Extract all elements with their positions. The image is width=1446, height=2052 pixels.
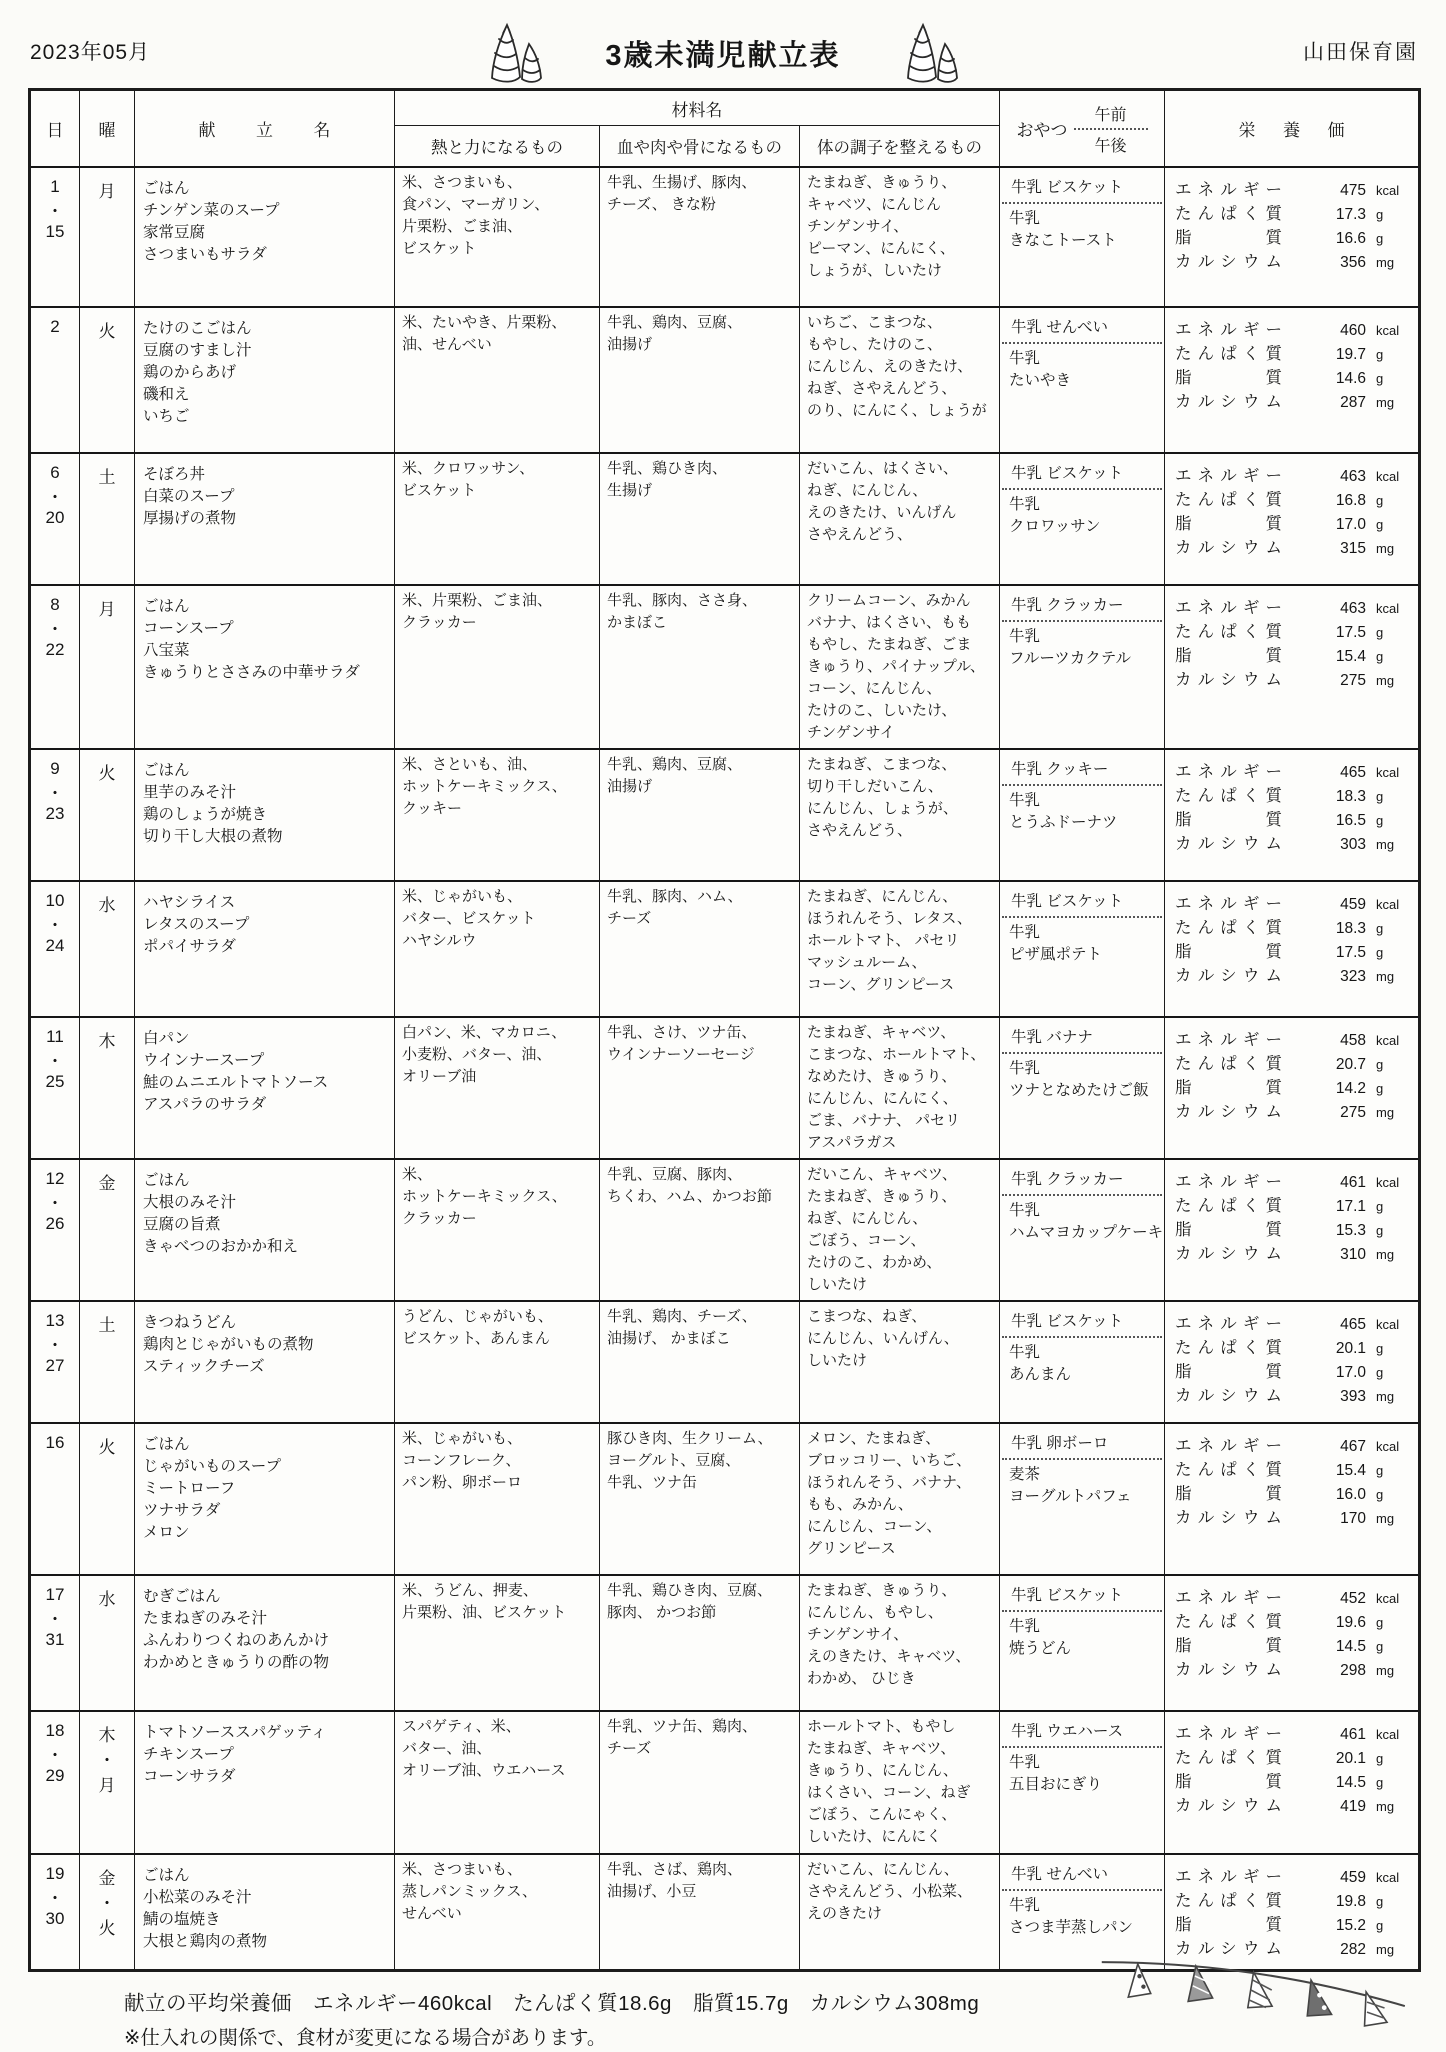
snack-pm: 麦茶 ヨーグルトパフェ (1009, 1466, 1132, 1505)
bamboo-shoot-icon (483, 22, 547, 84)
energy-foods-cell: 米、さつまいも、 食パン、マーガリン、 片栗粉、ごま油、 ビスケット (402, 174, 550, 257)
condition-foods-cell: たまねぎ、キャベツ、 こまつな、ホールトマト、 なめたけ、きゅうり、 にんじん、にんにく、 ごま、バナナ、 パセリ アスパラガス (807, 1024, 986, 1151)
blood-foods-cell: 牛乳、鶏肉、豆腐、 油揚げ (607, 314, 743, 353)
menu-cell: 白パン ウインナースープ 鮭のムニエルトマトソース アスパラのサラダ (143, 1030, 329, 1113)
ingredient-change-note: ※仕入れの関係で、食材が変更になる場合があります。 (124, 2027, 607, 2049)
nutrition-energy: エネルギー 467 kcal (1175, 1437, 1400, 1455)
snack-pm: 牛乳 さつま芋蒸しパン (1009, 1897, 1134, 1936)
col-header-weekday: 曜 (80, 90, 135, 168)
energy-foods-cell: 米、片栗粉、ごま油、 クラッカー (402, 592, 553, 631)
snack-label: おやつ (1016, 121, 1068, 140)
snack-am: 牛乳 ビスケット (1002, 882, 1162, 918)
weekday-cell: 木 (98, 1032, 116, 1051)
nutrition-calcium: カルシウム 356 mg (1175, 253, 1395, 271)
snack-am: 牛乳 クラッカー (1002, 586, 1162, 622)
energy-foods-cell: 米、さといも、油、 ホットケーキミックス、 クッキー (402, 756, 567, 817)
snack-cell (1000, 750, 1164, 840)
snack-pm: 牛乳 クロワッサン (1009, 496, 1101, 535)
nutrition-energy: エネルギー 461 kcal (1175, 1725, 1400, 1743)
snack-am: 牛乳 バナナ (1002, 1018, 1162, 1054)
table-row (30, 1017, 1420, 1159)
nutrition-protein: たんぱく質 19.7 g (1175, 345, 1384, 363)
nutrition-cell (1165, 1576, 1418, 1690)
nutrition-protein: たんぱく質 20.1 g (1175, 1749, 1384, 1767)
snack-pm: 牛乳 ピザ風ポテト (1009, 924, 1103, 963)
col-header-nutrition: 栄養価 (1165, 90, 1420, 168)
table-header (30, 90, 1420, 168)
table-row (30, 453, 1420, 585)
col-header-menu: 献立名 (135, 90, 395, 168)
nutrition-protein: たんぱく質 19.6 g (1175, 1613, 1384, 1631)
energy-foods-cell: 米、クロワッサン、 ビスケット (402, 460, 535, 499)
nutrition-calcium: カルシウム 393 mg (1175, 1387, 1395, 1405)
snack-cell (1000, 1855, 1164, 1945)
blood-foods-cell: 牛乳、鶏ひき肉、豆腐、 豚肉、 かつお節 (607, 1582, 773, 1621)
condition-foods-cell: たまねぎ、きゅうり、 にんじん、もやし、 チンゲンサイ、 えのきたけ、キャベツ、 わかめ、 ひじき (807, 1582, 971, 1687)
snack-pm: 牛乳 あんまん (1009, 1344, 1072, 1383)
weekday-cell: 土 (98, 468, 116, 487)
nutrition-fat: 脂質 15.2 g (1175, 1916, 1384, 1934)
energy-foods-cell: スパゲティ、米、 バター、油、 オリーブ油、ウエハース (402, 1718, 566, 1779)
weekday-cell: 火 (98, 764, 116, 783)
snack-pm: 牛乳 ツナとなめたけご飯 (1009, 1060, 1149, 1099)
weekday-cell: 土 (98, 1316, 116, 1335)
menu-cell: たけのこごはん 豆腐のすまし汁 鶏のからあげ 磯和え いちご (143, 320, 252, 425)
col-header-snack (1000, 90, 1165, 168)
snack-am: 牛乳 ビスケット (1002, 1576, 1162, 1612)
blood-foods-cell: 牛乳、豆腐、豚肉、 ちくわ、ハム、かつお節 (607, 1166, 772, 1205)
blood-foods-cell: 牛乳、鶏ひき肉、 生揚げ (607, 460, 728, 499)
energy-foods-cell: 米、じゃがいも、 バター、ビスケット ハヤシルウ (402, 888, 536, 949)
day-cell: 19 ・ 30 (45, 1864, 65, 1928)
snack-cell (1000, 1160, 1164, 1250)
menu-cell: ごはん 里芋のみそ汁 鶏のしょうが焼き 切り干し大根の煮物 (143, 762, 283, 845)
nutrition-protein: たんぱく質 17.1 g (1175, 1197, 1384, 1215)
menu-cell: むぎごはん たまねぎのみそ汁 ふんわりつくねのあんかけ わかめときゅうりの酢の物 (143, 1588, 330, 1671)
nutrition-fat: 脂質 17.5 g (1175, 943, 1384, 961)
snack-pm: 牛乳 きなこトースト (1009, 210, 1117, 249)
nutrition-energy: エネルギー 452 kcal (1175, 1589, 1400, 1607)
day-cell: 10 ・ 24 (45, 891, 65, 955)
blood-foods-cell: 牛乳、鶏肉、豆腐、 油揚げ (607, 756, 743, 795)
nutrition-protein: たんぱく質 15.4 g (1175, 1461, 1384, 1479)
nutrition-energy: エネルギー 458 kcal (1175, 1031, 1400, 1049)
nutrition-cell (1165, 750, 1418, 864)
snack-pm: 牛乳 たいやき (1009, 350, 1072, 389)
snack-pm: 牛乳 とうふドーナツ (1009, 792, 1118, 831)
day-cell: 8 ・ 22 (45, 595, 65, 659)
snack-pm: 牛乳 五目おにぎり (1009, 1754, 1103, 1793)
condition-foods-cell: ホールトマト、もやし たまねぎ、キャベツ、 きゅうり、にんじん、 はくさい、コーン、ねぎ ごぼう、こんにゃく、 しいたけ、にんにく (807, 1718, 971, 1845)
day-cell: 16 (45, 1433, 65, 1452)
nutrition-fat: 脂質 17.0 g (1175, 515, 1384, 533)
table-row (30, 1575, 1420, 1711)
col-header-day: 日 (30, 90, 80, 168)
nutrition-cell (1165, 1018, 1418, 1132)
nutrition-fat: 脂質 16.5 g (1175, 811, 1384, 829)
col-header-condition-foods: 体の調子を整えるもの (800, 126, 1000, 168)
menu-cell: ごはん 大根のみそ汁 豆腐の旨煮 きゃべつのおかか和え (143, 1172, 299, 1255)
snack-pm: 牛乳 ハムマヨカップケーキ (1009, 1202, 1164, 1241)
nutrition-fat: 脂質 14.5 g (1175, 1637, 1384, 1655)
nutrition-energy: エネルギー 463 kcal (1175, 599, 1400, 617)
nutrition-cell (1165, 454, 1418, 568)
nutrition-energy: エネルギー 459 kcal (1175, 895, 1400, 913)
blood-foods-cell: 牛乳、ツナ缶、鶏肉、 チーズ (607, 1718, 758, 1757)
nutrition-cell (1165, 1855, 1418, 1969)
school-name: 山田保育園 (1303, 41, 1418, 64)
page-title: 3歳未満児献立表 (605, 39, 841, 72)
nutrition-calcium: カルシウム 323 mg (1175, 967, 1395, 985)
am-label: 午前 (1074, 102, 1148, 130)
blood-foods-cell: 牛乳、豚肉、ささ身、 かまぼこ (607, 592, 758, 631)
snack-cell (1000, 1424, 1164, 1514)
nutrition-protein: たんぱく質 17.3 g (1175, 205, 1384, 223)
average-nutrition-text: 献立の平均栄養価 エネルギー460kcal たんぱく質18.6g 脂質15.7g カルシウム308mg (124, 1992, 980, 2015)
nutrition-fat: 脂質 14.2 g (1175, 1079, 1384, 1097)
menu-cell: ごはん チンゲン菜のスープ 家常豆腐 さつまいもサラダ (143, 180, 280, 263)
condition-foods-cell: だいこん、キャベツ、 たまねぎ、きゅうり、 ねぎ、にんじん、 ごぼう、コーン、 たけのこ、わかめ、 しいたけ (807, 1166, 957, 1293)
day-cell: 9 ・ 23 (45, 759, 65, 823)
nutrition-calcium: カルシウム 282 mg (1175, 1940, 1395, 1958)
table-row (30, 1423, 1420, 1575)
snack-pm: 牛乳 焼うどん (1009, 1618, 1072, 1657)
day-cell: 11 ・ 25 (45, 1027, 65, 1091)
nutrition-calcium: カルシウム 298 mg (1175, 1661, 1395, 1679)
energy-foods-cell: 米、 ホットケーキミックス、 クラッカー (402, 1166, 567, 1227)
snack-cell (1000, 168, 1164, 258)
nutrition-cell (1165, 1712, 1418, 1826)
menu-cell: きつねうどん 鶏肉とじゃがいもの煮物 スティックチーズ (143, 1314, 314, 1375)
menu-cell: トマトソーススパゲッティ チキンスープ コーンサラダ (143, 1724, 327, 1785)
weekday-cell: 水 (98, 1590, 116, 1609)
nutrition-calcium: カルシウム 303 mg (1175, 835, 1395, 853)
menu-cell: ごはん 小松菜のみそ汁 鯖の塩焼き 大根と鶏肉の煮物 (143, 1867, 268, 1950)
nutrition-fat: 脂質 15.4 g (1175, 647, 1384, 665)
nutrition-cell (1165, 1424, 1418, 1538)
snack-cell (1000, 1018, 1164, 1108)
nutrition-calcium: カルシウム 170 mg (1175, 1509, 1395, 1527)
nutrition-protein: たんぱく質 20.1 g (1175, 1339, 1384, 1357)
pm-label: 午後 (1094, 137, 1127, 155)
table-row (30, 881, 1420, 1017)
col-header-ingredients: 材料名 (395, 90, 1000, 126)
weekday-cell: 木 ・ 月 (98, 1726, 116, 1795)
nutrition-protein: たんぱく質 18.3 g (1175, 787, 1384, 805)
col-header-energy-foods: 熱と力になるもの (395, 126, 600, 168)
snack-pm: 牛乳 フルーツカクテル (1009, 628, 1132, 667)
day-cell: 12 ・ 26 (45, 1169, 65, 1233)
snack-am: 牛乳 卵ボーロ (1002, 1424, 1162, 1460)
snack-am: 牛乳 せんべい (1002, 1855, 1162, 1891)
blood-foods-cell: 豚ひき肉、生クリーム、 ヨーグルト、豆腐、 牛乳、ツナ缶 (607, 1430, 773, 1491)
day-cell: 13 ・ 27 (45, 1311, 65, 1375)
condition-foods-cell: だいこん、はくさい、 ねぎ、にんじん、 えのきたけ、いんげん さやえんどう、 (807, 460, 958, 543)
energy-foods-cell: 米、たいやき、片栗粉、 油、せんべい (402, 314, 567, 353)
energy-foods-cell: 白パン、米、マカロニ、 小麦粉、バター、油、 オリーブ油 (402, 1024, 567, 1085)
nutrition-energy: エネルギー 459 kcal (1175, 1868, 1400, 1886)
energy-foods-cell: うどん、じゃがいも、 ビスケット、あんまん (402, 1308, 553, 1347)
snack-cell (1000, 1576, 1164, 1666)
snack-am: 牛乳 ビスケット (1002, 454, 1162, 490)
snack-am: 牛乳 ビスケット (1002, 1302, 1162, 1338)
blood-foods-cell: 牛乳、鶏肉、チーズ、 油揚げ、 かまぼこ (607, 1308, 757, 1347)
nutrition-protein: たんぱく質 16.8 g (1175, 491, 1384, 509)
snack-am: 牛乳 クラッカー (1002, 1160, 1162, 1196)
nutrition-fat: 脂質 14.6 g (1175, 369, 1384, 387)
table-row (30, 749, 1420, 881)
weekday-cell: 金 ・ 火 (98, 1869, 116, 1938)
weekday-cell: 月 (98, 182, 116, 201)
nutrition-protein: たんぱく質 17.5 g (1175, 623, 1384, 641)
blood-foods-cell: 牛乳、豚肉、ハム、 チーズ (607, 888, 743, 927)
menu-cell: ハヤシライス レタスのスープ ポパイサラダ (143, 894, 250, 955)
snack-cell (1000, 1712, 1164, 1802)
page-header (0, 0, 1446, 88)
nutrition-protein: たんぱく質 18.3 g (1175, 919, 1384, 937)
table-row (30, 585, 1420, 749)
snack-am: 牛乳 ウエハース (1002, 1712, 1162, 1748)
col-header-blood-foods: 血や肉や骨になるもの (600, 126, 800, 168)
day-cell: 18 ・ 29 (45, 1721, 65, 1785)
nutrition-calcium: カルシウム 287 mg (1175, 393, 1395, 411)
day-cell: 2 (50, 317, 60, 336)
blood-foods-cell: 牛乳、さけ、ツナ缶、 ウインナーソーセージ (607, 1024, 757, 1063)
table-row (30, 1711, 1420, 1854)
table-row (30, 167, 1420, 307)
condition-foods-cell: いちご、こまつな、 もやし、たけのこ、 にんじん、えのきたけ、 ねぎ、さやえんどう、 のり、にんにく、しょうが (807, 314, 987, 419)
blood-foods-cell: 牛乳、生揚げ、豚肉、 チーズ、 きな粉 (607, 174, 757, 213)
energy-foods-cell: 米、さつまいも、 蒸しパンミックス、 せんべい (402, 1861, 538, 1922)
bamboo-shoot-icon (899, 22, 963, 84)
nutrition-energy: エネルギー 475 kcal (1175, 181, 1400, 199)
nutrition-cell (1165, 586, 1418, 700)
snack-am: 牛乳 ビスケット (1002, 168, 1162, 204)
nutrition-cell (1165, 1302, 1418, 1416)
weekday-cell: 火 (98, 1438, 116, 1457)
condition-foods-cell: クリームコーン、みかん バナナ、はくさい、もも もやし、たまねぎ、ごま きゅうり、パイナップル、 コーン、にんじん、 たけのこ、しいたけ、 チンゲンサイ (807, 592, 985, 741)
day-cell: 1 ・ 15 (45, 177, 65, 241)
nutrition-energy: エネルギー 465 kcal (1175, 1315, 1400, 1333)
nutrition-fat: 脂質 15.3 g (1175, 1221, 1384, 1239)
condition-foods-cell: メロン、たまねぎ、 ブロッコリー、いちご、 ほうれんそう、バナナ、 もも、みかん、 にんじん、コーン、 グリンピース (807, 1430, 972, 1557)
table-row (30, 1159, 1420, 1301)
day-cell: 17 ・ 31 (45, 1585, 65, 1649)
condition-foods-cell: たまねぎ、にんじん、 ほうれんそう、レタス、 ホールトマト、 パセリ マッシュルーム、 コーン、グリンピース (807, 888, 972, 993)
menu-cell: ごはん コーンスープ 八宝菜 きゅうりとささみの中華サラダ (143, 598, 360, 681)
weekday-cell: 水 (98, 896, 116, 915)
nutrition-energy: エネルギー 463 kcal (1175, 467, 1400, 485)
snack-cell (1000, 454, 1164, 544)
nutrition-cell (1165, 308, 1418, 422)
nutrition-calcium: カルシウム 315 mg (1175, 539, 1395, 557)
nutrition-fat: 脂質 17.0 g (1175, 1363, 1384, 1381)
nutrition-calcium: カルシウム 310 mg (1175, 1245, 1395, 1263)
snack-am: 牛乳 せんべい (1002, 308, 1162, 344)
nutrition-calcium: カルシウム 275 mg (1175, 1103, 1395, 1121)
nutrition-cell (1165, 882, 1418, 996)
condition-foods-cell: たまねぎ、こまつな、 切り干しだいこん、 にんじん、しょうが、 さやえんどう、 (807, 756, 958, 839)
nutrition-energy: エネルギー 460 kcal (1175, 321, 1400, 339)
nutrition-fat: 脂質 16.6 g (1175, 229, 1384, 247)
nutrition-energy: エネルギー 465 kcal (1175, 763, 1400, 781)
menu-cell: そぼろ丼 白菜のスープ 厚揚げの煮物 (143, 466, 237, 527)
nutrition-protein: たんぱく質 19.8 g (1175, 1892, 1384, 1910)
koinobori-garland-icon (1096, 1960, 1406, 2052)
table-body (30, 167, 1420, 1971)
nutrition-fat: 脂質 14.5 g (1175, 1773, 1384, 1791)
menu-cell: ごはん じゃがいものスープ ミートローフ ツナサラダ メロン (143, 1436, 281, 1541)
nutrition-cell (1165, 1160, 1418, 1274)
snack-cell (1000, 586, 1164, 676)
nutrition-energy: エネルギー 461 kcal (1175, 1173, 1400, 1191)
energy-foods-cell: 米、うどん、押麦、 片栗粉、油、ビスケット (402, 1582, 567, 1621)
weekday-cell: 火 (98, 322, 116, 341)
month-label: 2023年05月 (30, 41, 151, 64)
snack-cell (1000, 882, 1164, 972)
energy-foods-cell: 米、じゃがいも、 コーンフレーク、 パン粉、卵ボーロ (402, 1430, 523, 1491)
snack-cell (1000, 1302, 1164, 1392)
nutrition-calcium: カルシウム 275 mg (1175, 671, 1395, 689)
condition-foods-cell: だいこん、にんじん、 さやえんどう、小松菜、 えのきたけ (807, 1861, 973, 1922)
nutrition-cell (1165, 168, 1418, 282)
page-footer (124, 1986, 1224, 2050)
snack-cell (1000, 308, 1164, 398)
day-cell: 6 ・ 20 (45, 463, 65, 527)
table-row (30, 1854, 1420, 1971)
condition-foods-cell: こまつな、ねぎ、 にんじん、いんげん、 しいたけ (807, 1308, 959, 1369)
condition-foods-cell: たまねぎ、きゅうり、 キャベツ、にんじん チンゲンサイ、 ピーマン、にんにく、 しょうが、しいたけ (807, 174, 957, 279)
weekday-cell: 金 (98, 1174, 116, 1193)
nutrition-calcium: カルシウム 419 mg (1175, 1797, 1395, 1815)
nutrition-protein: たんぱく質 20.7 g (1175, 1055, 1384, 1073)
table-row (30, 1301, 1420, 1423)
nutrition-fat: 脂質 16.0 g (1175, 1485, 1384, 1503)
menu-table (28, 88, 1421, 1972)
snack-am: 牛乳 クッキー (1002, 750, 1162, 786)
blood-foods-cell: 牛乳、さば、鶏肉、 油揚げ、小豆 (607, 1861, 743, 1900)
weekday-cell: 月 (98, 600, 116, 619)
table-row (30, 307, 1420, 453)
